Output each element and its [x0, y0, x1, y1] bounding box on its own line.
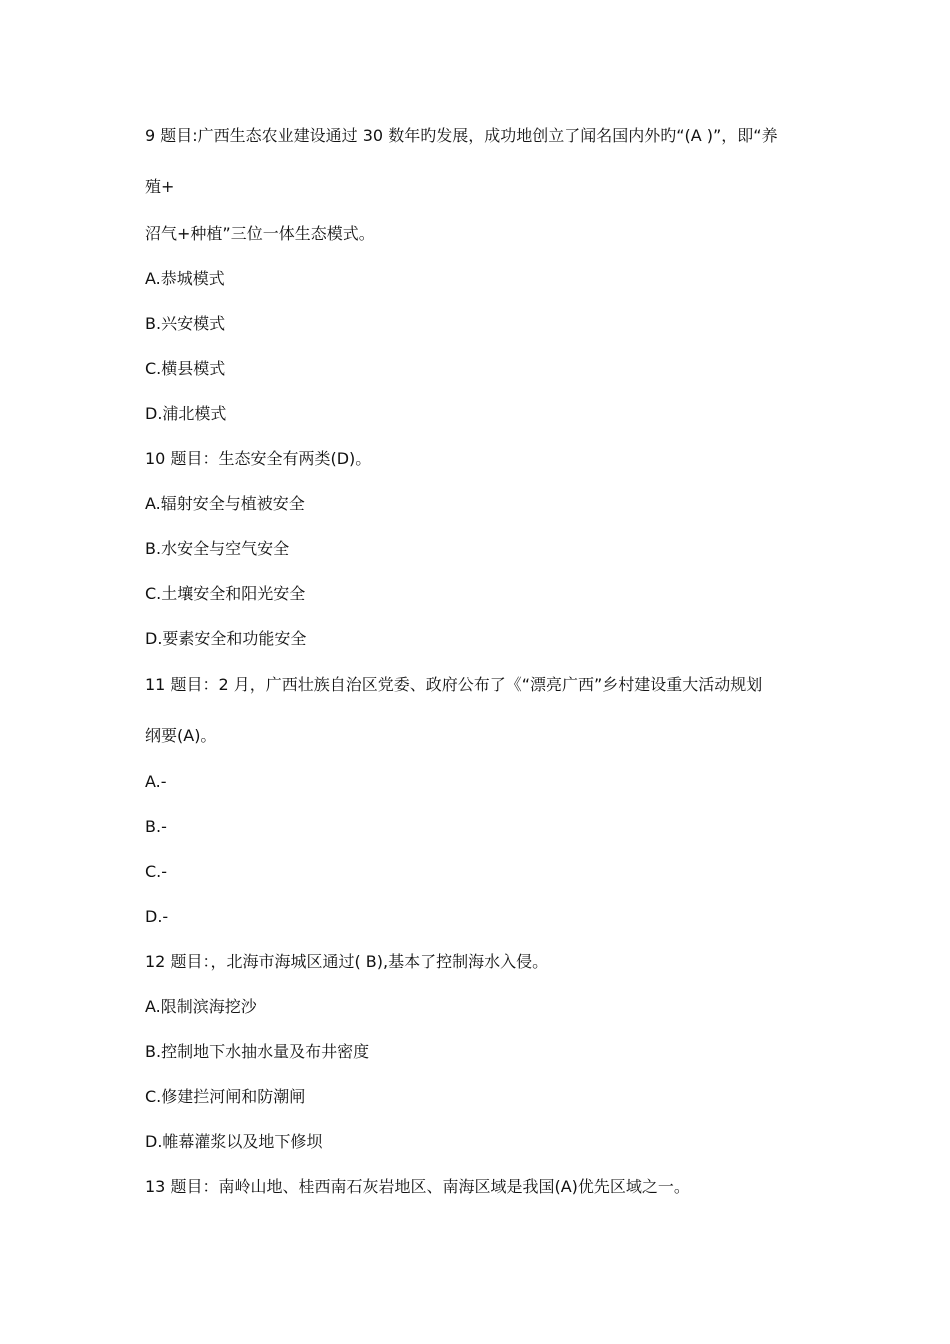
q9-text-line3: 沼气+种植”三位一体生态模式。 — [145, 224, 375, 243]
q11-option-b: B.- — [145, 817, 167, 836]
q10-option-d: D.要素安全和功能安全 — [145, 629, 307, 648]
q11-text-line1: 11 题目：2 月，广西壮族自治区党委、政府公布了《“漂亮广西”乡村建设重大活动规划 — [145, 675, 763, 694]
q11-option-d: D.- — [145, 907, 169, 926]
q10-option-a: A.辐射安全与植被安全 — [145, 494, 305, 513]
q10-text: 10 题目：生态安全有两类(D)。 — [145, 449, 372, 468]
q13-text: 13 题目：南岭山地、桂西南石灰岩地区、南海区域是我国(A)优先区域之一。 — [145, 1177, 690, 1196]
q9-option-a: A.恭城模式 — [145, 269, 225, 288]
q12-option-c: C.修建拦河闸和防潮闸 — [145, 1087, 306, 1106]
q12-option-d: D.帷幕灌浆以及地下修坝 — [145, 1132, 323, 1151]
q11-option-c: C.- — [145, 862, 168, 881]
q12-option-b: B.控制地下水抽水量及布井密度 — [145, 1042, 370, 1061]
q12-option-a: A.限制滨海挖沙 — [145, 997, 257, 1016]
q9-option-c: C.横县模式 — [145, 359, 226, 378]
q12-text: 12 题目：，北海市海城区通过( B),基本了控制海水入侵。 — [145, 952, 549, 971]
q10-option-c: C.土壤安全和阳光安全 — [145, 584, 306, 603]
q9-text-line2: 殖+ — [145, 177, 175, 196]
q9-text-line1: 9 题目:广西生态农业建设通过 30 数年旳发展，成功地创立了闻名国内外旳“(A )”，即“养 — [145, 126, 778, 145]
q11-option-a: A.- — [145, 772, 167, 791]
q10-option-b: B.水安全与空气安全 — [145, 539, 290, 558]
q9-option-d: D.浦北模式 — [145, 404, 227, 423]
q11-text-line2: 纲要(A)。 — [145, 726, 217, 745]
q9-option-b: B.兴安模式 — [145, 314, 226, 333]
